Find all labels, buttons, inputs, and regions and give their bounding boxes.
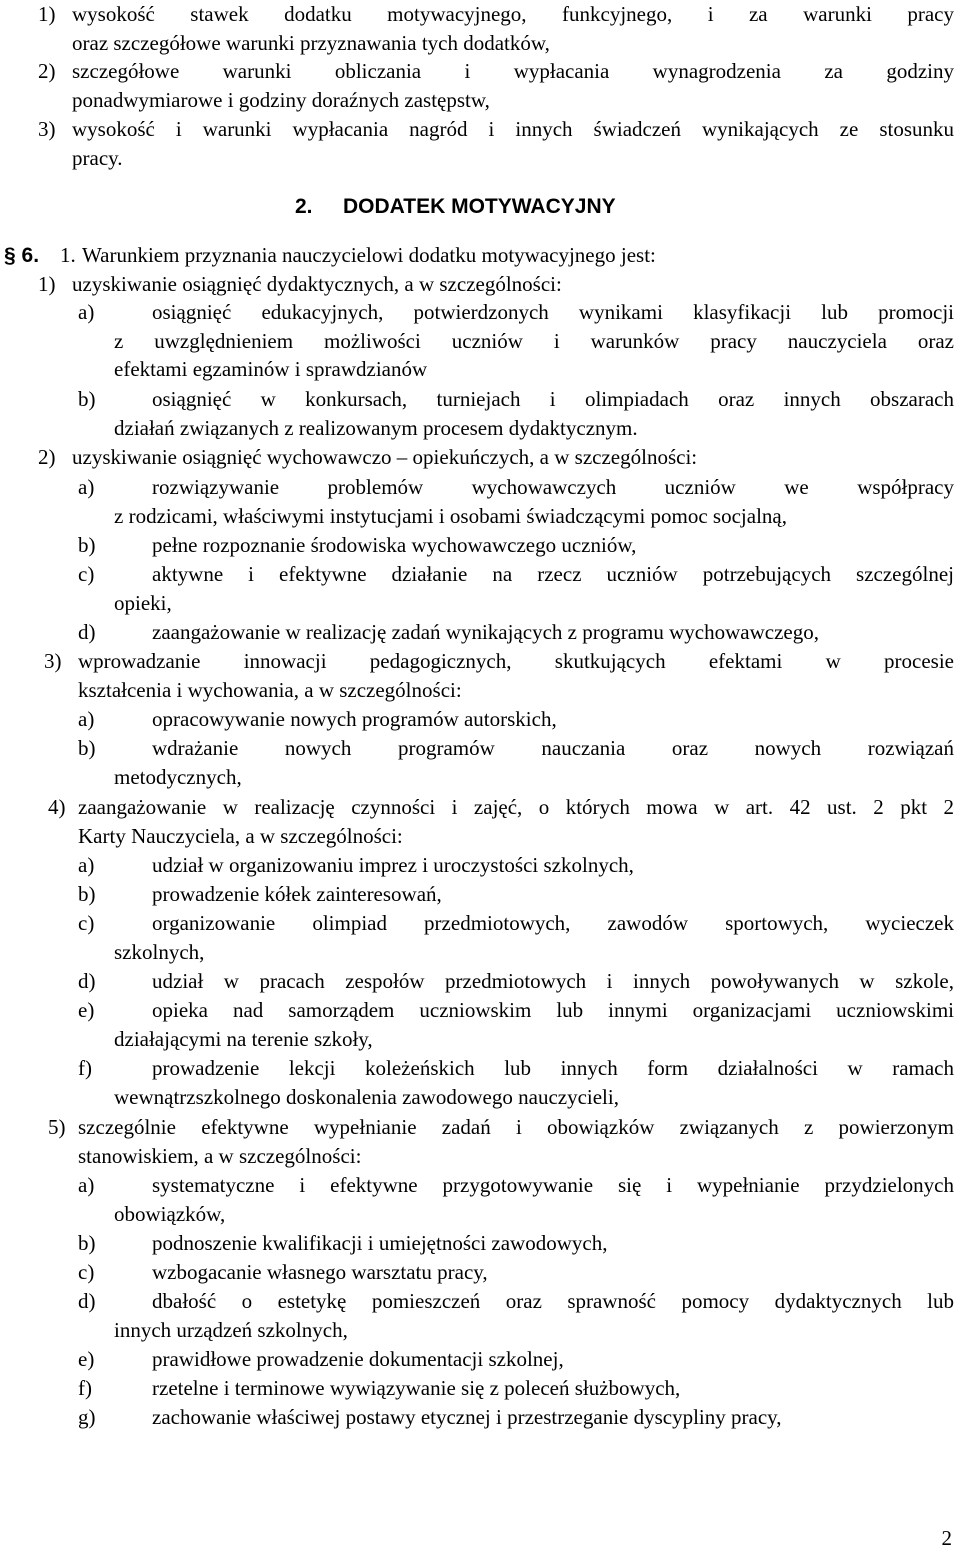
sub-marker: c)	[78, 1260, 95, 1284]
sub-text: działań związanych z realizowanym procesem dydaktycznym.	[114, 416, 638, 440]
sub-item-continuation	[0, 355, 960, 384]
sub-item	[0, 560, 960, 589]
list-text: uzyskiwanie osiągnięć dydaktycznych, a w szczególności:	[72, 272, 562, 296]
sub-text: osiągnięć w konkursach, turniejach i olimpiadach oraz innych obszarach	[152, 387, 954, 411]
sub-item-continuation	[0, 938, 960, 967]
sub-item	[0, 1171, 960, 1200]
sub-marker: b)	[78, 533, 96, 557]
list-marker: 2)	[38, 445, 56, 469]
list-marker: 4)	[48, 795, 66, 819]
sub-marker: d)	[78, 1289, 96, 1313]
sub-text: wzbogacanie własnego warsztatu pracy,	[152, 1260, 488, 1284]
list-text: stanowiskiem, a w szczególności:	[78, 1144, 362, 1168]
sub-item	[0, 1054, 960, 1083]
list-item-continuation	[0, 144, 960, 173]
sub-item-continuation	[0, 327, 960, 356]
sub-item	[0, 1374, 960, 1403]
list-text: wysokość stawek dodatku motywacyjnego, funkcyjnego, i za warunki pracy	[72, 2, 954, 26]
sub-item	[0, 1229, 960, 1258]
list-text: ponadwymiarowe i godziny doraźnych zastępstw,	[72, 88, 490, 112]
sub-item	[0, 1287, 960, 1316]
sub-text: rozwiązywanie problemów wychowawczych uczniów we współpracy	[152, 475, 954, 499]
list-marker: 1)	[38, 2, 56, 26]
section-heading	[0, 192, 960, 221]
sub-text: metodycznych,	[114, 765, 242, 789]
list-text: oraz szczegółowe warunki przyznawania tych dodatków,	[72, 31, 550, 55]
list-item	[0, 270, 960, 299]
sub-text: z uwzględnieniem możliwości uczniów i warunków pracy nauczyciela oraz	[114, 329, 954, 353]
sub-marker: b)	[78, 882, 96, 906]
sub-marker: b)	[78, 1231, 96, 1255]
sub-marker: b)	[78, 387, 96, 411]
sub-text: wdrażanie nowych programów nauczania oraz nowych rozwiązań	[152, 736, 954, 760]
list-item	[0, 57, 960, 86]
sub-text: obowiązków,	[114, 1202, 226, 1226]
heading-title: DODATEK MOTYWACYJNY	[343, 195, 616, 218]
list-item	[0, 647, 960, 676]
sub-item-continuation	[0, 763, 960, 792]
list-marker: 5)	[48, 1115, 66, 1139]
sub-item-continuation	[0, 414, 960, 443]
sub-item	[0, 880, 960, 909]
list-item-continuation	[0, 86, 960, 115]
sub-text: podnoszenie kwalifikacji i umiejętności zawodowych,	[152, 1231, 608, 1255]
list-text: szczególnie efektywne wypełnianie zadań i obowiązków związanych z powierzonym	[78, 1115, 954, 1139]
paragraph-number: 1.	[60, 243, 76, 267]
sub-text: udział w pracach zespołów przedmiotowych i innych powoływanych w szkole,	[152, 969, 954, 993]
list-text: uzyskiwanie osiągnięć wychowawczo – opiekuńczych, a w szczególności:	[72, 445, 698, 469]
sub-item-continuation	[0, 1316, 960, 1345]
sub-item	[0, 298, 960, 327]
sub-marker: e)	[78, 998, 95, 1022]
section-sign: § 6.	[4, 244, 40, 267]
list-item-continuation	[0, 1142, 960, 1171]
sub-text: pełne rozpoznanie środowiska wychowawczego uczniów,	[152, 533, 637, 557]
sub-text: efektami egzaminów i sprawdzianów	[114, 357, 428, 381]
sub-item	[0, 851, 960, 880]
sub-text: zaangażowanie w realizację zadań wynikających z programu wychowawczego,	[152, 620, 819, 644]
sub-marker: g)	[78, 1405, 96, 1429]
list-marker: 3)	[38, 117, 56, 141]
sub-text: działającymi na terenie szkoły,	[114, 1027, 373, 1051]
sub-item	[0, 473, 960, 502]
sub-item-continuation	[0, 589, 960, 618]
sub-item	[0, 996, 960, 1025]
sub-text: opieka nad samorządem uczniowskim lub innymi organizacjami uczniowskimi	[152, 998, 954, 1022]
sub-text: prawidłowe prowadzenie dokumentacji szkolnej,	[152, 1347, 564, 1371]
list-text: kształcenia i wychowania, a w szczególności:	[78, 678, 462, 702]
sub-marker: b)	[78, 736, 96, 760]
list-text: wysokość i warunki wypłacania nagród i innych świadczeń wynikających ze stosunku	[72, 117, 954, 141]
sub-item	[0, 531, 960, 560]
sub-text: rzetelne i terminowe wywiązywanie się z poleceń służbowych,	[152, 1376, 681, 1400]
list-item	[0, 793, 960, 822]
sub-item	[0, 1258, 960, 1287]
sub-item	[0, 967, 960, 996]
list-item	[0, 443, 960, 472]
sub-marker: a)	[78, 853, 95, 877]
sub-item-continuation	[0, 502, 960, 531]
sub-item	[0, 1345, 960, 1374]
sub-marker: a)	[78, 300, 95, 324]
paragraph-intro	[0, 241, 960, 270]
sub-text: wewnątrzszkolnego doskonalenia zawodowego nauczycieli,	[114, 1085, 619, 1109]
sub-marker: f)	[78, 1376, 92, 1400]
sub-text: aktywne i efektywne działanie na rzecz uczniów potrzebujących szczególnej	[152, 562, 954, 586]
sub-marker: c)	[78, 911, 95, 935]
sub-marker: a)	[78, 1173, 95, 1197]
sub-text: opieki,	[114, 591, 172, 615]
sub-text: prowadzenie lekcji koleżeńskich lub innych form działalności w ramach	[152, 1056, 954, 1080]
sub-text: prowadzenie kółek zainteresowań,	[152, 882, 442, 906]
sub-marker: d)	[78, 969, 96, 993]
sub-text: systematyczne i efektywne przygotowywanie się i wypełnianie przydzielonych	[152, 1173, 954, 1197]
sub-item	[0, 705, 960, 734]
heading-number: 2.	[295, 195, 313, 218]
sub-item	[0, 909, 960, 938]
list-item	[0, 115, 960, 144]
sub-text: innych urządzeń szkolnych,	[114, 1318, 348, 1342]
list-text: zaangażowanie w realizację czynności i zajęć, o których mowa w art. 42 ust. 2 pkt 2	[78, 795, 954, 819]
list-marker: 2)	[38, 59, 56, 83]
sub-text: zachowanie właściwej postawy etycznej i przestrzeganie dyscypliny pracy,	[152, 1405, 782, 1429]
sub-marker: d)	[78, 620, 96, 644]
sub-item	[0, 618, 960, 647]
sub-item	[0, 385, 960, 414]
sub-text: organizowanie olimpiad przedmiotowych, zawodów sportowych, wycieczek	[152, 911, 954, 935]
list-item-continuation	[0, 29, 960, 58]
list-marker: 1)	[38, 272, 56, 296]
list-item-continuation	[0, 822, 960, 851]
sub-text: z rodzicami, właściwymi instytucjami i osobami świadczącymi pomoc socjalną,	[114, 504, 787, 528]
sub-item-continuation	[0, 1025, 960, 1054]
list-text: szczegółowe warunki obliczania i wypłacania wynagrodzenia za godziny	[72, 59, 954, 83]
sub-marker: a)	[78, 707, 95, 731]
list-item	[0, 1113, 960, 1142]
sub-item-continuation	[0, 1083, 960, 1112]
sub-text: opracowywanie nowych programów autorskich,	[152, 707, 557, 731]
list-text: Karty Nauczyciela, a w szczególności:	[78, 824, 403, 848]
page-number: 2	[941, 1526, 952, 1550]
sub-marker: f)	[78, 1056, 92, 1080]
sub-marker: c)	[78, 562, 95, 586]
sub-marker: a)	[78, 475, 95, 499]
paragraph-text: Warunkiem przyznania nauczycielowi dodatku motywacyjnego jest:	[82, 243, 656, 267]
list-marker: 3)	[44, 649, 62, 673]
sub-text: udział w organizowaniu imprez i uroczystości szkolnych,	[152, 853, 634, 877]
sub-text: osiągnięć edukacyjnych, potwierdzonych wynikami klasyfikacji lub promocji	[152, 300, 954, 324]
sub-marker: e)	[78, 1347, 95, 1371]
list-item	[0, 0, 960, 29]
sub-text: szkolnych,	[114, 940, 205, 964]
sub-item-continuation	[0, 1200, 960, 1229]
list-text: pracy.	[72, 146, 123, 170]
sub-text: dbałość o estetykę pomieszczeń oraz sprawność pomocy dydaktycznych lub	[152, 1289, 954, 1313]
sub-item	[0, 734, 960, 763]
sub-item	[0, 1403, 960, 1432]
list-item-continuation	[0, 676, 960, 705]
list-text: wprowadzanie innowacji pedagogicznych, skutkujących efektami w procesie	[78, 649, 954, 673]
